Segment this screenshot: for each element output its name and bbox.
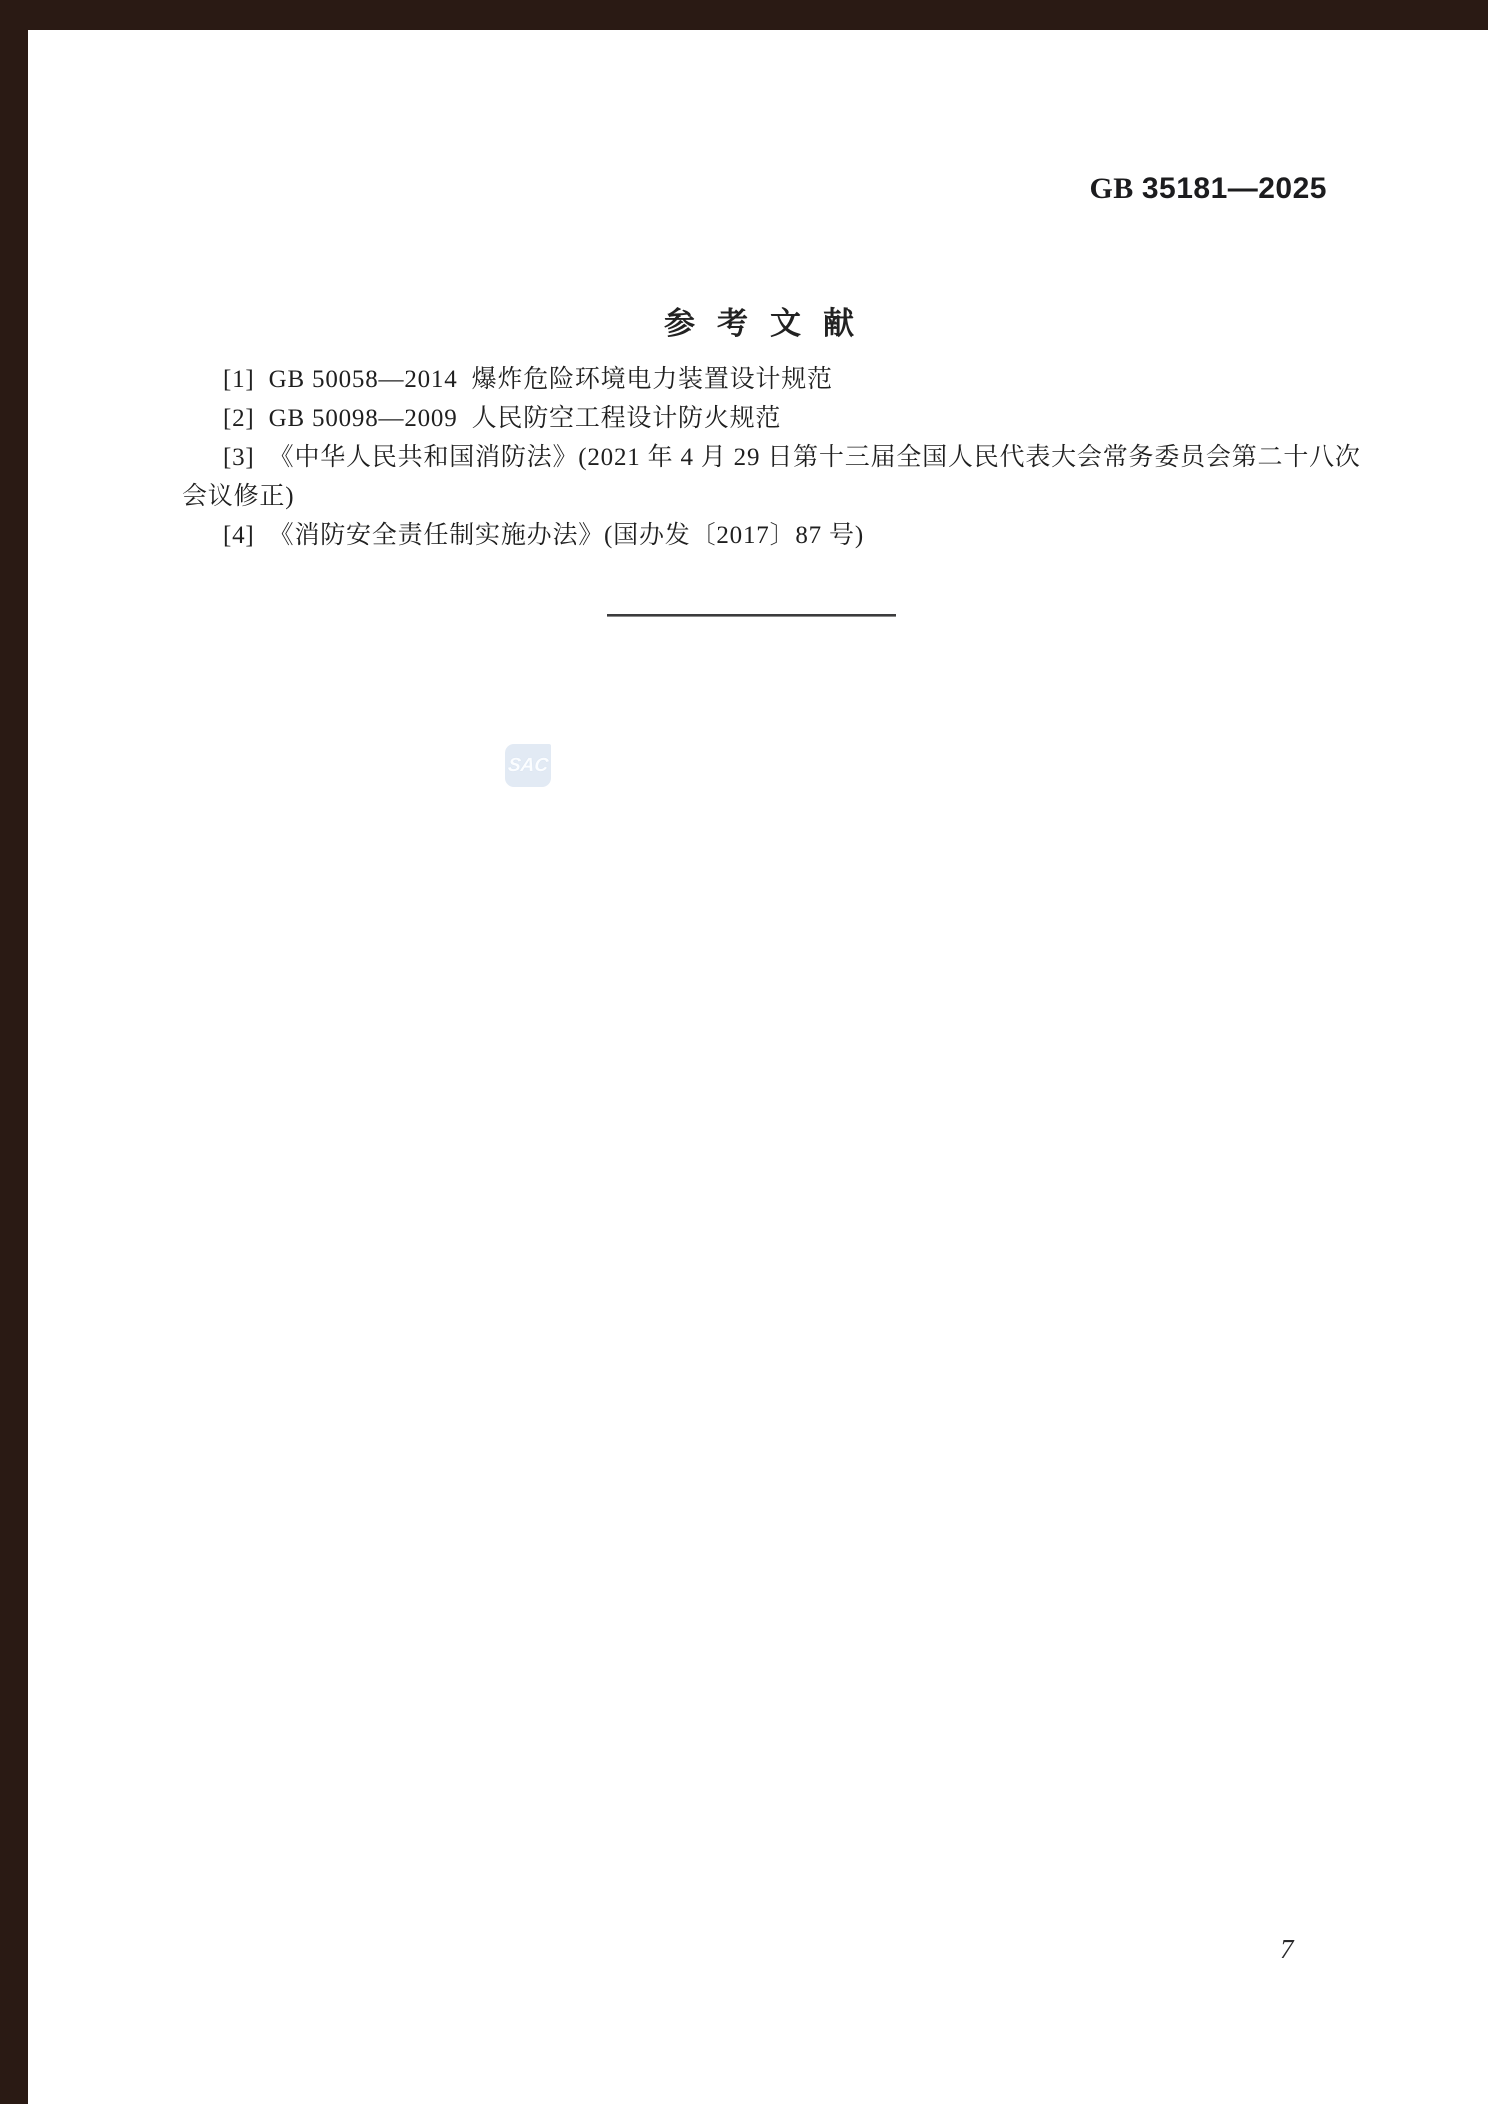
standard-code-number: 35181—2025 bbox=[1141, 172, 1327, 205]
reference-line: 会议修正) bbox=[182, 483, 295, 510]
reference-line: [4] 《消防安全责任制实施办法》(国办发〔2017〕87 号) bbox=[223, 522, 864, 549]
sac-watermark-label: SAC bbox=[506, 754, 550, 776]
scan-border-left bbox=[0, 0, 28, 2104]
scan-border-top bbox=[0, 0, 1488, 30]
sac-watermark bbox=[505, 744, 551, 787]
end-rule bbox=[607, 614, 896, 617]
references-title: 参考文献 bbox=[664, 306, 876, 342]
page-number: 7 bbox=[1280, 1934, 1294, 1964]
reference-line: [1] GB 50058—2014 爆炸危险环境电力装置设计规范 bbox=[223, 366, 833, 393]
reference-line: [3] 《中华人民共和国消防法》(2021 年 4 月 29 日第十三届全国人民代表大会常务委员会第二十八次 bbox=[223, 444, 1361, 471]
references-list bbox=[182, 360, 1361, 555]
standard-code-prefix: GB bbox=[1089, 172, 1134, 205]
reference-line: [2] GB 50098—2009 人民防空工程设计防火规范 bbox=[223, 405, 782, 432]
standard-code-header bbox=[1089, 172, 1327, 206]
standard-code-space bbox=[1134, 172, 1142, 205]
